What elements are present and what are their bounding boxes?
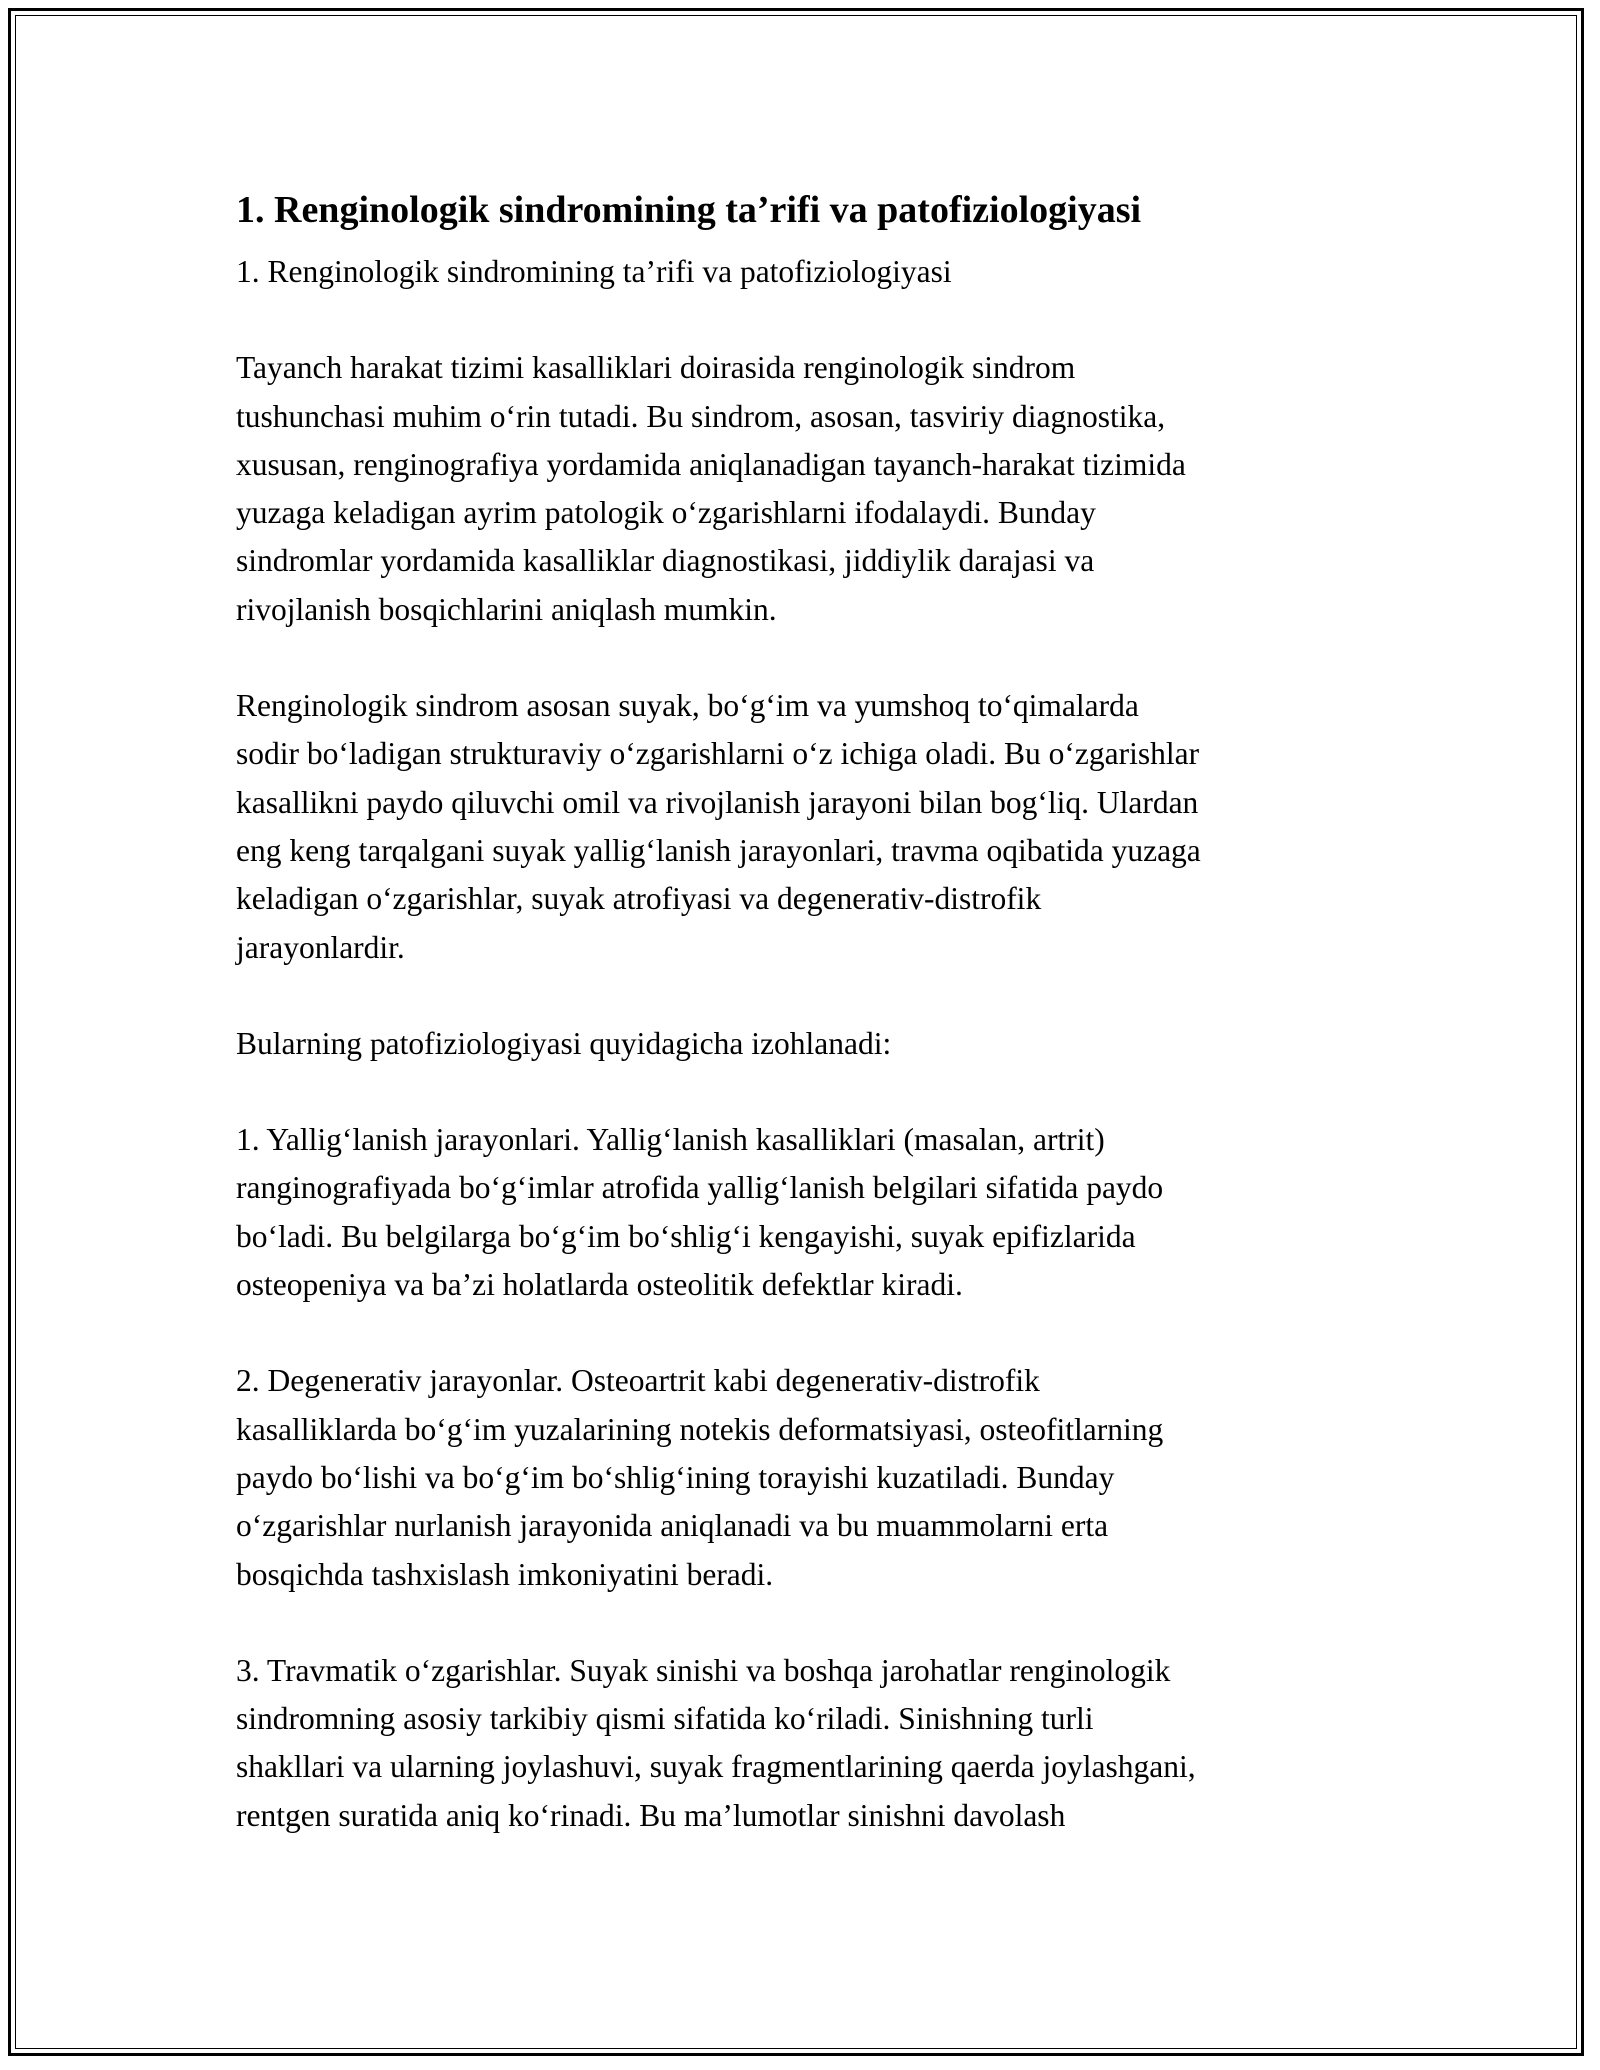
paragraph-degenerative: 2. Degenerativ jarayonlar. Osteoartrit kabi degenerativ-distrofik kasalliklarda bo‘g‘im yuzalarining notekis deformatsiyasi, osteofitlarning paydo bo‘lishi va bo‘g‘im bo‘shlig‘ining torayishi kuzatiladi. Bunday o‘zgarishlar nurlanish jarayonida aniqlanadi va bu muammolarni erta bosqichda tashxislash imkoniyatini beradi.: [236, 1363, 1164, 1592]
paragraph-pathophysiology-lead: Bularning patofiziologiyasi quyidagicha izohlanadi:: [236, 1025, 892, 1061]
paragraph-structural-changes: Renginologik sindrom asosan suyak, bo‘g‘im va yumshoq to‘qimalarda sodir bo‘ladigan strukturaviy o‘zgarishlarni o‘z ichiga oladi. Bu o‘zgarishlar kasallikni paydo qiluvchi omil va rivojlanish jarayoni bilan bog‘liq. Ulardan eng keng tarqalgani suyak yallig‘lanish jarayonlari, travma oqibatida yuzaga keladigan o‘zgarishlar, suyak atrofiyasi va degenerativ-distrofik jarayonlardir.: [236, 688, 1201, 965]
paragraph-inflammation: 1. Yallig‘lanish jarayonlari. Yallig‘lanish kasalliklari (masalan, artrit) ranginografiyada bo‘g‘imlar atrofida yallig‘lanish belgilari sifatida paydo bo‘ladi. Bu belgilarga bo‘g‘im bo‘shlig‘i kengayishi, suyak epifizlarida osteopeniya va ba’zi holatlarda osteolitik defektlar kiradi.: [236, 1122, 1164, 1303]
paragraph-subtitle: 1. Renginologik sindromining ta’rifi va patofiziologiyasi: [236, 254, 952, 289]
paragraph-traumatic: 3. Travmatik o‘zgarishlar. Suyak sinishi va boshqa jarohatlar renginologik sindromning asosiy tarkibiy qismi sifatida ko‘riladi. Sinishning turli shakllari va ularning joylashuvi, suyak fragmentlarining qaerda joylashgani, rentgen suratida aniq ko‘rinadi. Bu ma’lumotlar sinishni davolash: [236, 1652, 1196, 1833]
section-heading: 1. Renginologik sindromining ta’rifi va patofiziologiyasi: [236, 189, 1142, 231]
paragraph-intro: Tayanch harakat tizimi kasalliklari doirasida renginologik sindrom tushunchasi muhim o‘rin tutadi. Bu sindrom, asosan, tasviriy diagnostika, xususan, renginografiya yordamida aniqlanadigan tayanch-harakat tizimida yuzaga keladigan ayrim patologik o‘zgarishlarni ifodalaydi. Bunday sindromlar yordamida kasalliklar diagnostikasi, jiddiylik darajasi va rivojlanish bosqichlarini aniqlash mumkin.: [236, 350, 1186, 627]
document-body: [236, 186, 1376, 1840]
